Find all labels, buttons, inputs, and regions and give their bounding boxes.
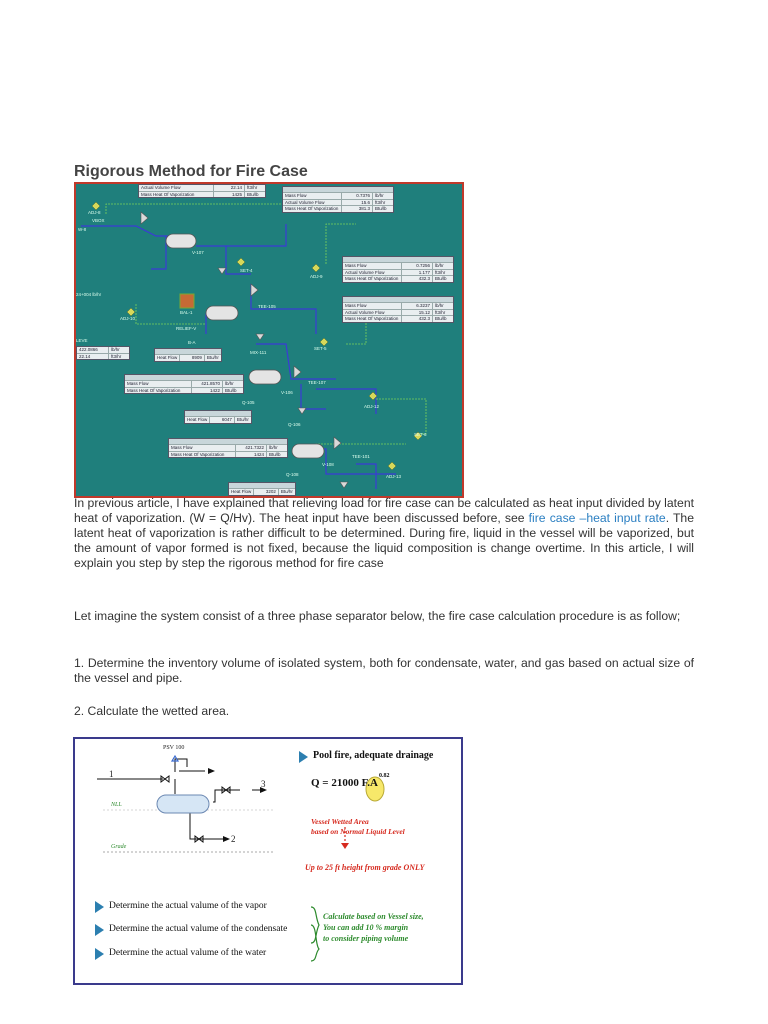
nll-label: NLL	[111, 802, 122, 808]
label-set5: SET-5	[314, 346, 327, 351]
calc-note-line-2: You can add 10 % margin	[323, 923, 409, 932]
grade-label: Grade	[111, 844, 127, 850]
label-lbhr: 24+004 lb/hr	[76, 292, 102, 297]
stream-table-4: Mass Flow 6.3237 lb/hr Actual Volume Flow 15.12 ft3/hr Mass Heat Of Vaporization 432.3 Btu/lb	[342, 296, 454, 323]
label-v106: V-106	[281, 390, 293, 395]
label-adj9: ADJ-9	[310, 274, 323, 279]
heat-flow-table-1: Heat Flow 8909 Btu/hr	[154, 348, 222, 362]
label-v107: V-107	[192, 250, 204, 255]
label-mix111: MIX-111	[250, 350, 267, 355]
label-set4: SET-4	[240, 268, 253, 273]
paragraph-intro: In previous article, I have explained that relieving load for fire case can be calculated as heat input divided by latent heat of vaporization. (W = Q/Hv). The heat input have been discussed before, see fire case –heat input rate. The latent heat of vaporization is rather difficult to be determined. During fire, liquid in the vessel will be vaporized, but the amount of vapor formed is not fixed, because the liquid composition is change overtime. In this article, I will explain you step by step the rigorous method for fire case	[74, 496, 694, 570]
label-adj12: ADJ-12	[364, 404, 380, 409]
stream-3-label: 3	[261, 779, 266, 789]
label-relief: RELIEF-V	[176, 326, 197, 331]
label-q106: Q-106	[288, 422, 301, 427]
stream-table-9: Mass Flow 421.7322 lb/hr Mass Heat Of Vaporization 1424 Btu/lb	[168, 438, 288, 458]
wetted-area-line-2: based on Normal Liquid Level	[311, 827, 405, 836]
bullet-vapor: Determine the actual valume of the vapor	[109, 901, 267, 911]
stream-table-7: Mass Flow 421.8570 lb/hr Mass Heat Of Vaporization 1422 Btu/lb	[124, 374, 244, 394]
label-q108: Q-108	[286, 472, 299, 477]
label-leve: LEVE	[76, 338, 88, 343]
pool-fire-text: Pool fire, adequate drainage	[313, 750, 434, 761]
psv-label: PSV 100	[163, 745, 185, 751]
calc-note-line-1: Calculate based on Vessel size,	[323, 912, 424, 921]
bullet-arrow-icon-vapor	[95, 901, 104, 913]
bullet-water: Determine the actual valume of the water	[109, 948, 267, 958]
label-set6: SET-6	[414, 432, 427, 437]
separator-slide	[73, 737, 463, 985]
label-tee105: TEE-105	[258, 304, 276, 309]
stream-1-label: 1	[109, 769, 114, 779]
label-tee107: TEE-107	[308, 380, 326, 385]
stream-table-3: Mass Flow 0.7256 lb/hr Actual Volume Flow 1.177 ft3/hr Mass Heat Of Vaporization 432.3 Btu/lb	[342, 256, 454, 283]
label-bal1: BAL-1	[180, 310, 193, 315]
stream-2-label: 2	[231, 834, 236, 844]
bullet-arrow-icon-water	[95, 948, 104, 960]
label-ba: B-A	[188, 340, 196, 345]
calc-note-line-3: to consider piping volume	[323, 934, 409, 943]
stream-table-1: Actual Volume Flow 22.14 ft3/hr Mass Heat Of Vaporization 1425 Btu/lb	[138, 184, 266, 198]
process-flow-diagram	[74, 182, 464, 498]
label-w8: W-8	[78, 227, 87, 232]
bullet-arrow-icon-condensate	[95, 924, 104, 936]
stream-table-2: Mass Flow 0.7376 lb/hr Actual Volume Flow 15.6 ft3/hr Mass Heat Of Vaporization 381.3 Btu/lb	[282, 186, 394, 213]
label-adj10: ADJ-10	[120, 316, 136, 321]
heat-flow-table-3: Heat Flow 3202 Btu/hr	[228, 482, 296, 496]
label-v108: V-108	[322, 462, 334, 467]
label-tee101: TEE-101	[352, 454, 370, 459]
separator-drawing	[75, 739, 461, 983]
height-limit-text: Up to 25 ft height from grade ONLY	[305, 863, 425, 872]
wetted-area-line-1: Vessel Wetted Area	[311, 817, 369, 826]
heat-input-formula: Q = 21000 F.A	[311, 777, 378, 789]
bullet-condensate: Determine the actual valume of the condensate	[109, 924, 288, 934]
label-vbox: VBOX	[92, 218, 105, 223]
label-q105: Q-105	[242, 400, 255, 405]
label-adj8: ADJ-8	[88, 210, 101, 215]
fire-case-link[interactable]: fire case –heat input rate	[528, 511, 666, 525]
stream-table-leve: 422.0866 lb/hr 22.14 ft3/hr	[76, 346, 130, 360]
paragraph-step-2: 2. Calculate the wetted area.	[74, 704, 230, 718]
label-adj13: ADJ-13	[386, 474, 402, 479]
heat-flow-table-2: Heat Flow 6047 Btu/hr	[184, 410, 252, 424]
formula-exponent: 0.82	[379, 773, 390, 779]
paragraph-system: Let imagine the system consist of a three phase separator below, the fire case calculation procedure is as follow;	[74, 609, 681, 623]
article-heading: Rigorous Method for Fire Case	[74, 163, 308, 180]
pool-fire-arrow-icon	[299, 751, 308, 763]
paragraph-step-1: 1. Determine the inventory volume of isolated system, both for condensate, water, and gas based on actual size of the vessel and pipe.	[74, 656, 694, 685]
